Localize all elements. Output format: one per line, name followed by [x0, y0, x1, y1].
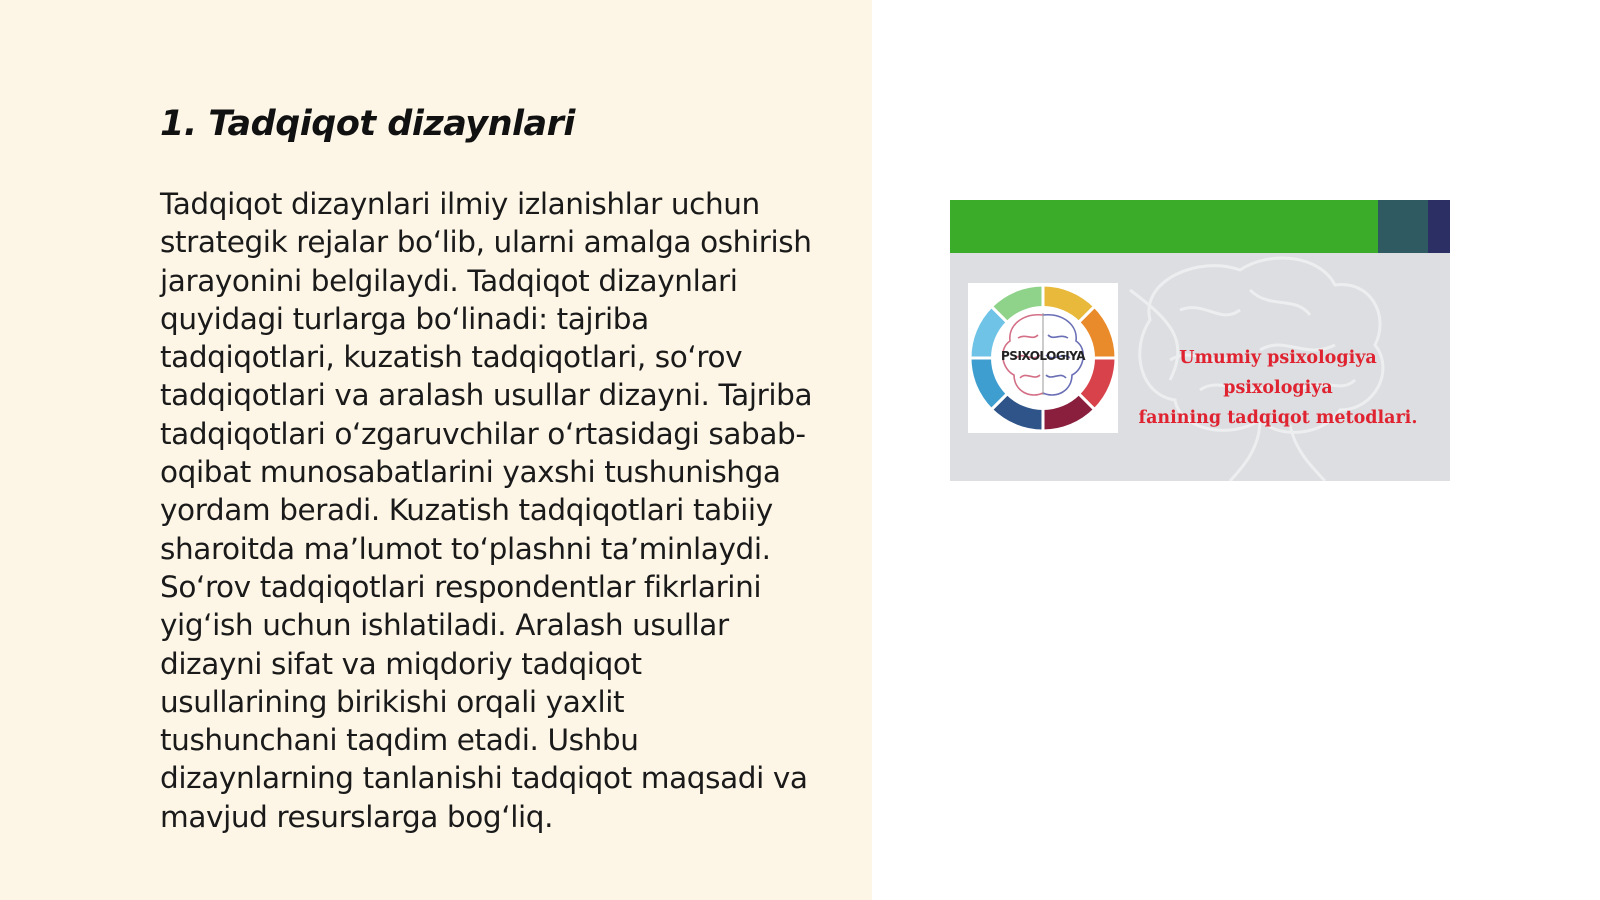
picture-teal-bar: [1378, 200, 1428, 253]
body-line: usullarining birikishi orqali yaxlit: [160, 684, 625, 719]
picture-green-bar: [950, 200, 1378, 253]
picture-caption: [1128, 343, 1428, 433]
body-line: Tadqiqot dizaynlari ilmiy izlanishlar uchun: [160, 187, 760, 221]
body-line: dizaynlarning tanlanishi tadqiqot maqsadi va: [160, 761, 808, 796]
body-line: dizayni sifat va miqdoriy tadqiqot: [160, 646, 642, 681]
picture-caption-line: Umumiy psixologiya psixologiya: [1179, 348, 1377, 398]
body-line: yordam beradi. Kuzatish tadqiqotlari tabiiy: [160, 493, 773, 528]
slide-body-text: [160, 185, 850, 836]
picture-navy-bar: [1428, 200, 1450, 253]
psychology-picture: [950, 200, 1450, 481]
body-line: mavjud resurslarga bog‘liq.: [160, 799, 554, 834]
body-line: So‘rov tadqiqotlari respondentlar fikrlarini: [160, 569, 762, 604]
body-line: quyidagi turlarga bo‘linadi: tajriba: [160, 301, 649, 336]
body-line: jarayonini belgilaydi. Tadqiqot dizaynlari: [160, 263, 738, 298]
body-line: tadqiqotlari o‘zgaruvchilar o‘rtasidagi sabab-: [160, 416, 806, 451]
body-line: tadqiqotlari va aralash usullar dizayni. Tajriba: [160, 378, 813, 413]
body-line: tadqiqotlari, kuzatish tadqiqotlari, so‘rov: [160, 340, 743, 375]
psixologiya-logo: [968, 283, 1118, 433]
body-line: sharoitda ma’lumot to‘plashni ta’minlaydi.: [160, 531, 771, 566]
logo-text: PSIXOLOGIYA: [1001, 349, 1085, 363]
picture-caption-line: fanining tadqiqot metodlari.: [1138, 408, 1418, 428]
slide-heading: 1. Tadqiqot dizaynlari: [160, 104, 575, 144]
body-line: yig‘ish uchun ishlatiladi. Aralash usullar: [160, 608, 729, 643]
body-line: strategik rejalar bo‘lib, ularni amalga oshirish: [160, 225, 812, 260]
body-line: oqibat munosabatlarini yaxshi tushunishga: [160, 455, 781, 490]
body-line: tushunchani taqdim etadi. Ushbu: [160, 723, 639, 758]
